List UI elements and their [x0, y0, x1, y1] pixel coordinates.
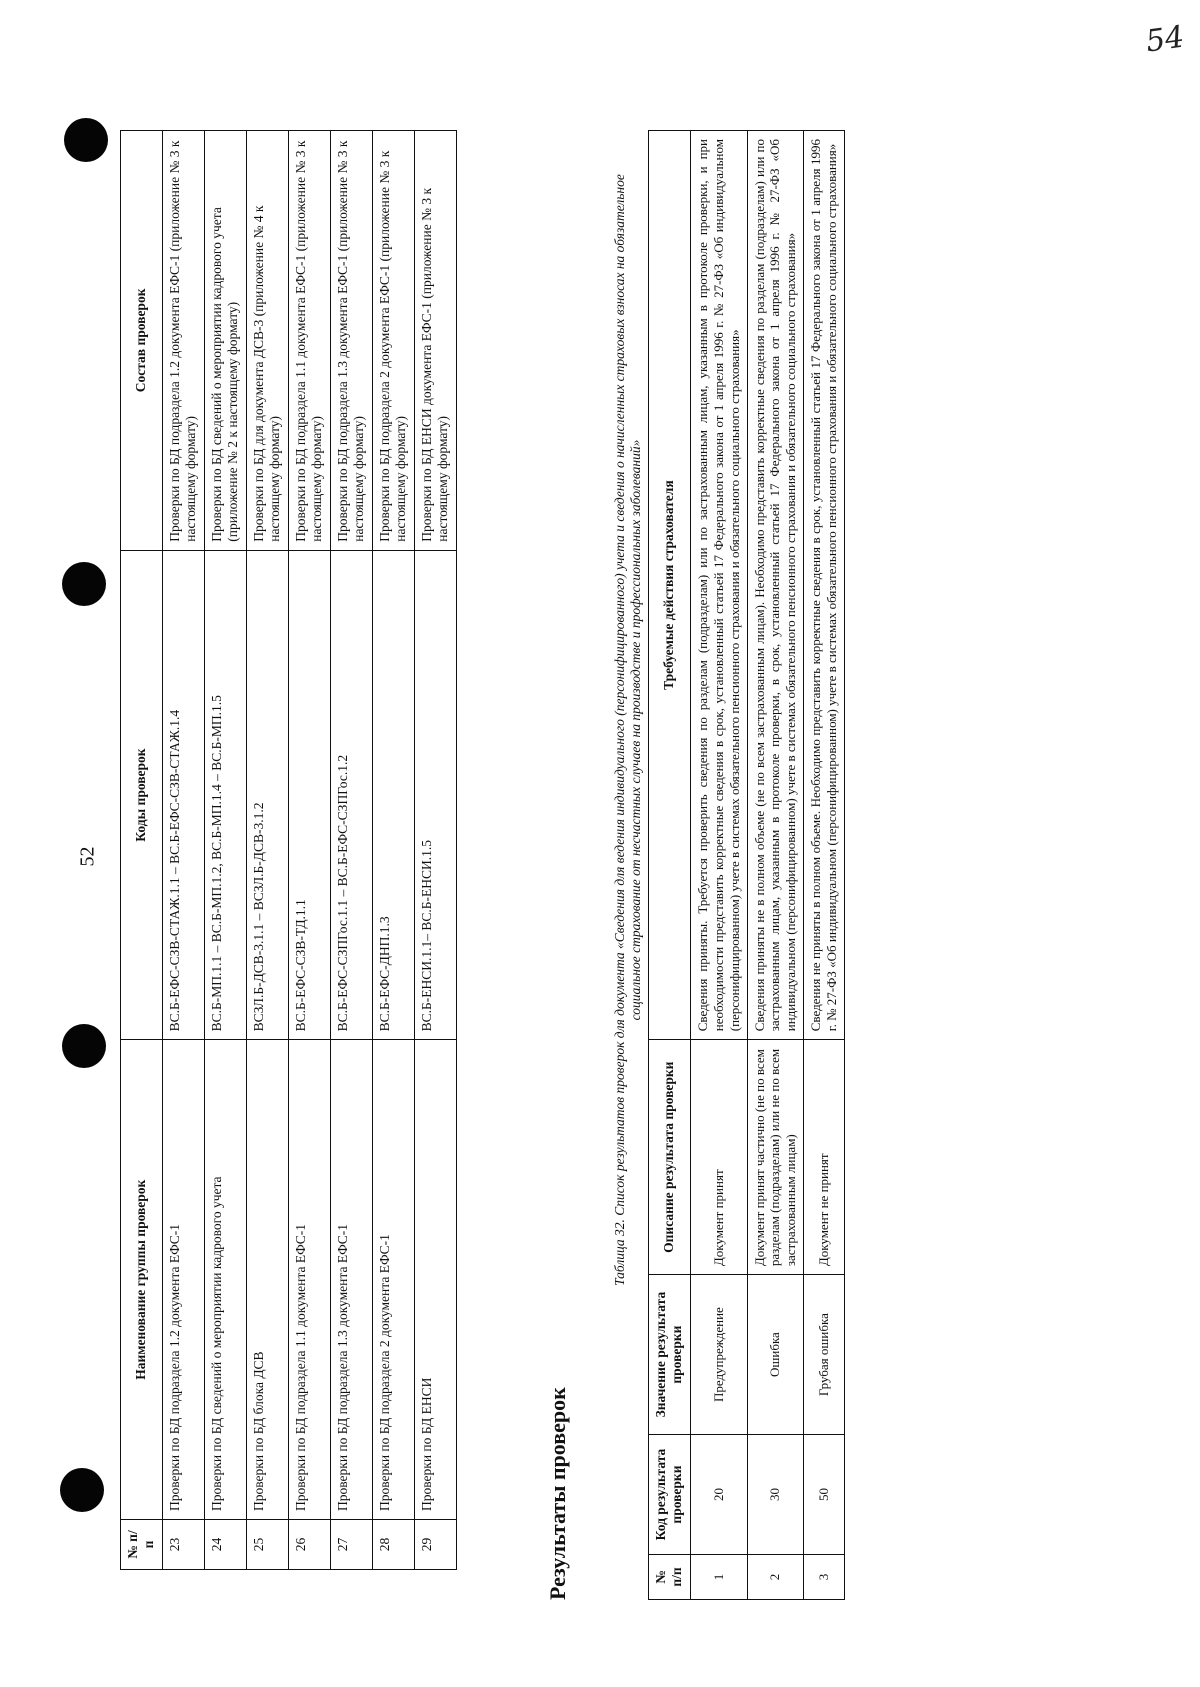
table-row — [414, 131, 456, 1570]
results-table — [648, 130, 845, 1600]
column-header: Состав проверок — [121, 131, 163, 551]
table-cell: Ошибка — [747, 1275, 804, 1435]
table-cell: Грубая ошибка — [804, 1275, 845, 1435]
table-cell: 27 — [330, 1520, 372, 1570]
table-cell: Проверки по БД сведений о мероприятии кадрового учета — [204, 1040, 246, 1520]
table-cell: ВС.Б-ЕФС-СЗПГос.1.1 – ВС.Б-ЕФС-СЗПГос.1.2 — [330, 550, 372, 1040]
table-row — [246, 131, 288, 1570]
punch-hole-1 — [64, 118, 108, 162]
table-cell: 50 — [804, 1435, 845, 1555]
table-caption: Таблица 32. Список результатов проверок для документа «Сведения для ведения индивидуального (персонифицированного) учета и сведения о начисленных страховых взносах на обязательное социальное страхование от несчастных случаев на производстве и профессиональных заболеваний» — [612, 174, 643, 1286]
punch-hole-2 — [62, 562, 106, 606]
table-row — [330, 131, 372, 1570]
table-cell: ВС.Б-ЕФС-СЗВ-СТАЖ.1.1 – ВС.Б-ЕФС-СЗВ-СТАЖ.1.4 — [162, 550, 204, 1040]
table-cell: 23 — [162, 1520, 204, 1570]
table-row — [162, 131, 204, 1570]
table-header-row — [649, 131, 691, 1600]
table-cell: Проверки по БД подраздела 1.3 документа ЕФС-1 — [330, 1040, 372, 1520]
table-cell: Проверки по БД ЕНСИ — [414, 1040, 456, 1520]
table-cell: 20 — [690, 1435, 747, 1555]
table-cell: ВСЗЛ.Б-ДСВ-3.1.1 – ВСЗЛ.Б-ДСВ-3.1.2 — [246, 550, 288, 1040]
column-header: № п/п — [649, 1555, 691, 1600]
column-header: Наименование группы проверок — [121, 1040, 163, 1520]
table-cell: 30 — [747, 1435, 804, 1555]
table-row — [288, 131, 330, 1570]
table-cell: Проверки по БД подраздела 2 документа ЕФС-1 — [372, 1040, 414, 1520]
table-cell: 25 — [246, 1520, 288, 1570]
table-cell: Проверки по БД подраздела 2 документа ЕФС-1 (приложение № 3 к настоящему формату) — [372, 131, 414, 551]
table-cell: Проверки по БД подраздела 1.1 документа ЕФС-1 — [288, 1040, 330, 1520]
table-cell: 24 — [204, 1520, 246, 1570]
table-row — [204, 131, 246, 1570]
table-cell: Документ не принят — [804, 1040, 845, 1275]
table-row — [804, 131, 845, 1600]
handwritten-page-number: 54 — [1143, 19, 1187, 60]
table-cell: 3 — [804, 1555, 845, 1600]
table-cell: Проверки по БД сведений о мероприятии кадрового учета (приложение № 2 к настоящему формату) — [204, 131, 246, 551]
table-cell: Документ принят — [690, 1040, 747, 1275]
table-cell: ВС.Б-ЕФС-ДНП.1.3 — [372, 550, 414, 1040]
column-header: Описание результата проверки — [649, 1040, 691, 1275]
checks-table — [120, 130, 457, 1570]
table-cell: 26 — [288, 1520, 330, 1570]
table-row — [372, 131, 414, 1570]
table-cell: Сведения приняты. Требуется проверить сведения по разделам (подразделам) или по застрахованным лицам, указанным в протоколе проверки, и при необходимости представить корректные сведения в срок, установленный статьей 17 Федерального закона от 1 апреля 1996 г. № 27-ФЗ «Об индивидуальном (персонифицированном) учете в системах обязательного пенсионного страхования и обязательного социального страхования» — [690, 131, 747, 1040]
table-cell: Проверки по БД блока ДСВ — [246, 1040, 288, 1520]
table-cell: 28 — [372, 1520, 414, 1570]
table-cell: Сведения приняты не в полном объеме (не по всем застрахованным лицам). Необходимо представить корректные сведения по разделам (подразделам) или по застрахованным лицам, указанным в протоколе проверки, в срок, установленный статьей 17 Федерального закона от 1 апреля 1996 г. № 27-ФЗ «Об индивидуальном (персонифицированном) учете в системах обязательного пенсионного страхования и обязательного социального страхования» — [747, 131, 804, 1040]
table-cell: Проверки по БД подраздела 1.2 документа ЕФС-1 (приложение № 3 к настоящему формату) — [162, 131, 204, 551]
column-header: Значение результата проверки — [649, 1275, 691, 1435]
column-header: Коды проверок — [121, 550, 163, 1040]
table-cell: Документ принят частично (не по всем разделам (подразделам) или не по всем застрахованным лицам) — [747, 1040, 804, 1275]
table-cell: 29 — [414, 1520, 456, 1570]
column-header: Код результата проверки — [649, 1435, 691, 1555]
table-cell: ВС.Б-ЕНСИ.1.1– ВС.Б-ЕНСИ.1.5 — [414, 550, 456, 1040]
column-header: № п/п — [121, 1520, 163, 1570]
table-cell: Проверки по БД для документа ДСВ-3 (приложение № 4 к настоящему формату) — [246, 131, 288, 551]
table-cell: 2 — [747, 1555, 804, 1600]
rotated-document — [120, 130, 900, 1600]
table-header-row — [121, 131, 163, 1570]
table-cell: Сведения не приняты в полном объеме. Необходимо представить корректные сведения в срок, установленный статьей 17 Федерального закона от 1 апреля 1996 г. № 27-ФЗ «Об индивидуальном (персонифицированном) учете в системах обязательного пенсионного страхования и обязательного социального страхования» — [804, 131, 845, 1040]
table-cell: Проверки по БД подраздела 1.1 документа ЕФС-1 (приложение № 3 к настоящему формату) — [288, 131, 330, 551]
table-row — [690, 131, 747, 1600]
table-cell: Проверки по БД подраздела 1.3 документа ЕФС-1 (приложение № 3 к настоящему формату) — [330, 131, 372, 551]
column-header: Требуемые действия страхователя — [649, 131, 691, 1040]
punch-hole-4 — [60, 1468, 104, 1512]
table-cell: Проверки по БД ЕНСИ документа ЕФС-1 (приложение № 3 к настоящему формату) — [414, 131, 456, 551]
table-cell: 1 — [690, 1555, 747, 1600]
section-title: Результаты проверок — [545, 1387, 570, 1600]
punch-hole-3 — [62, 1024, 106, 1068]
table-cell: Предупреждение — [690, 1275, 747, 1435]
table-cell: ВС.Б-ЕФС-СЗВ-ТД.1.1 — [288, 550, 330, 1040]
table-row — [747, 131, 804, 1600]
table-cell: ВС.Б-МП.1.1 – ВС.Б-МП.1.2, ВС.Б-МП.1.4 – ВС.Б-МП.1.5 — [204, 550, 246, 1040]
page-number: 52 — [76, 846, 99, 867]
table-cell: Проверки по БД подраздела 1.2 документа ЕФС-1 — [162, 1040, 204, 1520]
